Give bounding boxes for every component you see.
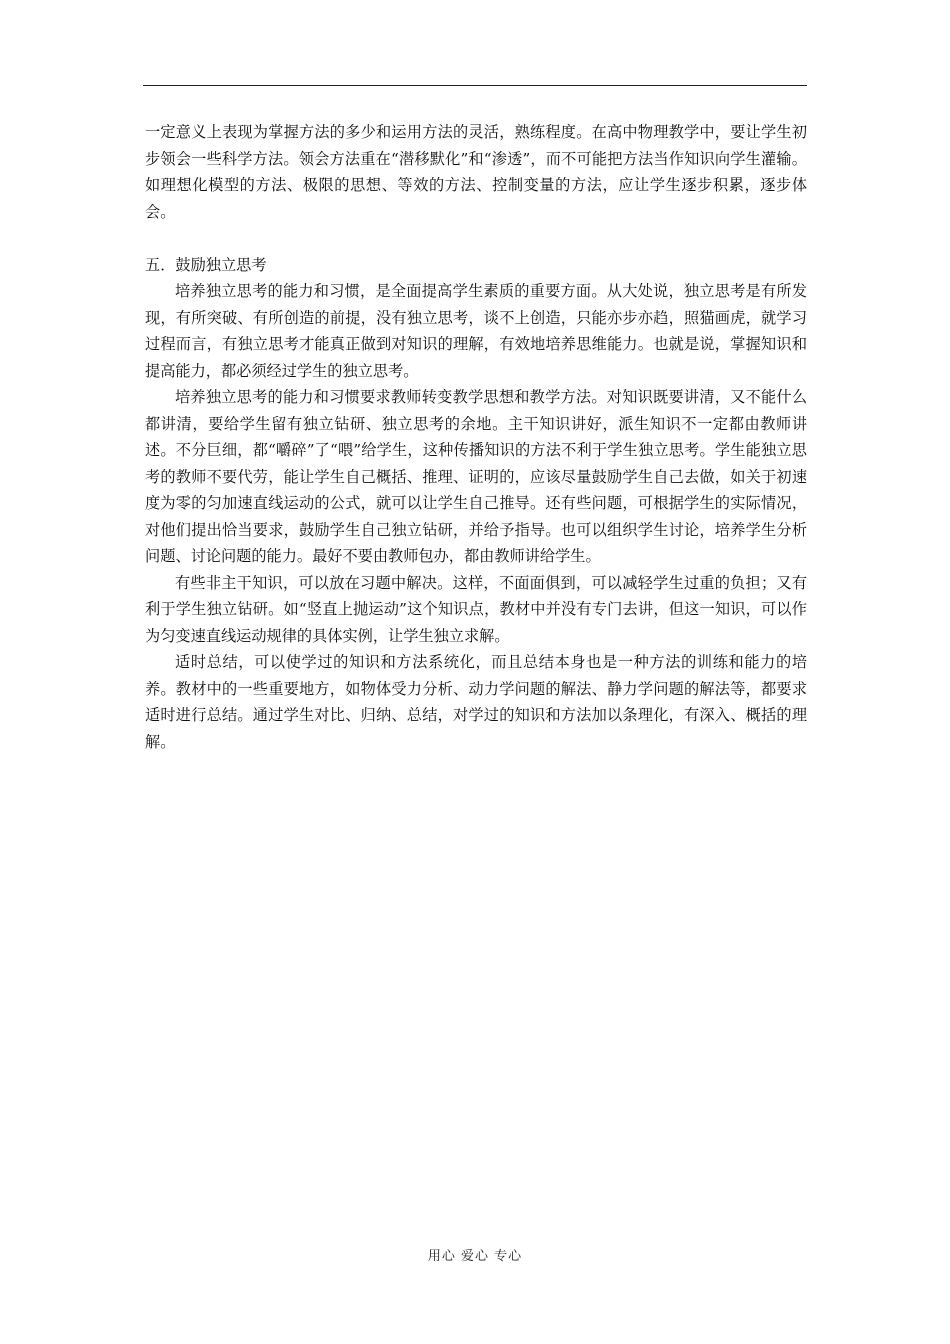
section-paragraph-2: 培养独立思考的能力和习惯要求教师转变教学思想和教学方法。对知识既要讲清，又不能什么都讲清，要给学生留有独立钻研、独立思考的余地。主干知识讲好，派生知识不一定都由教师讲述。不分巨细，都“嚼碎”了“喂”给学生，这种传播知识的方法不利于学生独立思考。学生能独立思考的教师不要代劳，能让学生自己概括、推理、证明的，应该尽量鼓励学生自己去做，如关于初速度为零的匀加速直线运动的公式，就可以让学生自己推导。还有些问题，可根据学生的实际情况，对他们提出恰当要求，鼓励学生自己独立钻研，并给予指导。也可以组织学生讨论，培养学生分析问题、讨论问题的能力。最好不要由教师包办，都由教师讲给学生。 <box>145 388 807 565</box>
section-paragraph-1: 培养独立思考的能力和习惯，是全面提高学生素质的重要方面。从大处说，独立思考是有所发现，有所突破、有所创造的前提，没有独立思考，谈不上创造，只能亦步亦趋，照猫画虎，就学习过程而言，有独立思考才能真正做到对知识的理解，有效地培养思维能力。也就是说，掌握知识和提高能力，都必须经过学生的独立思考。 <box>145 282 807 380</box>
paragraph-intro: 一定意义上表现为掌握方法的多少和运用方法的灵活，熟练程度。在高中物理教学中，要让学生初步领会一些科学方法。领会方法重在“潜移默化”和“渗透”，而不可能把方法当作知识向学生灌输。如理想化模型的方法、极限的思想、等效的方法、控制变量的方法，应让学生逐步积累，逐步体会。 <box>145 123 807 221</box>
page-footer: 用心 爱心 专心 <box>427 1249 523 1264</box>
section-heading: 五．鼓励独立思考 <box>145 255 267 274</box>
header-rule <box>143 85 807 86</box>
document-body <box>145 119 807 755</box>
paragraph-gap <box>145 225 807 252</box>
section-paragraph-3: 有些非主干知识，可以放在习题中解决。这样，不面面俱到，可以减轻学生过重的负担；又有利于学生独立钻研。如“竖直上抛运动”这个知识点，教材中并没有专门去讲，但这一知识，可以作为匀变速直线运动规律的具体实例，让学生独立求解。 <box>145 573 807 645</box>
section-paragraph-4: 适时总结，可以使学过的知识和方法系统化，而且总结本身也是一种方法的训练和能力的培养。教材中的一些重要地方，如物体受力分析、动力学问题的解法、静力学问题的解法等，都要求适时进行总结。通过学生对比、归纳、总结，对学过的知识和方法加以条理化，有深入、概括的理解。 <box>145 653 807 751</box>
